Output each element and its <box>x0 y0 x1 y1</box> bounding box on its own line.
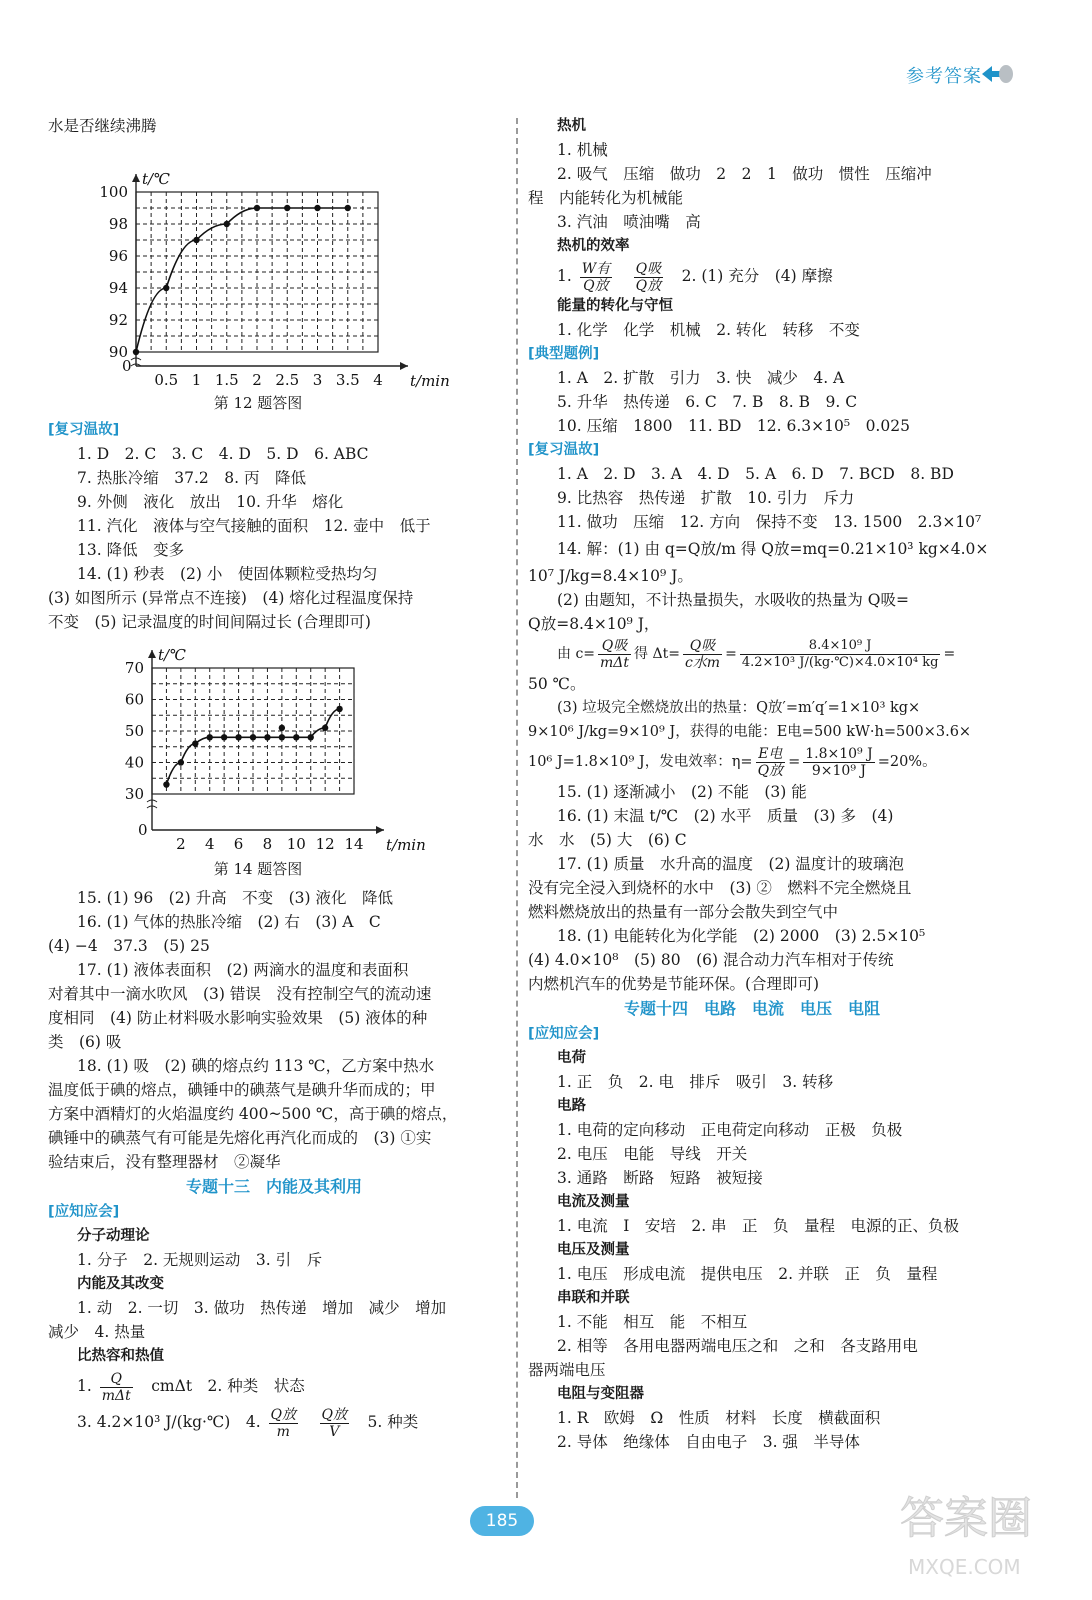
review-line: 9. 外侧 液化 放出 10. 升华 熔化 <box>77 493 344 511</box>
q14-line: (3) 垃圾完全燃烧放出的热量：Q放′=m′q′=1×10³ kg× <box>557 700 921 716</box>
fraction <box>683 638 722 671</box>
denominator: m <box>276 1423 290 1440</box>
text-line: 程 内能转化为机械能 <box>528 189 684 207</box>
text-line: 方案中酒精灯的火焰温度约 400~500 ℃，高于碘的熔点， <box>48 1105 458 1123</box>
data-point <box>250 734 256 740</box>
x-axis-label: t/min <box>386 836 426 854</box>
data-point <box>308 734 314 740</box>
fraction <box>580 261 612 294</box>
know-tag-left: [应知应会] <box>48 1204 120 1220</box>
numerator: Q放 <box>270 1406 297 1423</box>
text-line: 18. (1) 电能转化为化学能 (2) 2000 (3) 2.5×10⁵ <box>557 927 926 945</box>
data-point <box>163 285 169 291</box>
text-line: 15. (1) 逐渐减小 (2) 不能 (3) 能 <box>557 783 807 801</box>
chart14-caption: 第 14 题答图 <box>213 860 303 878</box>
header-title: 参考答案 <box>906 66 982 87</box>
review-lines-left <box>48 442 500 634</box>
y-tick-label: 70 <box>124 659 144 677</box>
denominator: 4.2×10³ J/(kg·℃)×4.0×10⁴ kg <box>741 654 939 670</box>
chart-12 <box>48 138 468 388</box>
text-line: 类 (6) 吸 <box>48 1033 122 1051</box>
data-point <box>345 205 351 211</box>
topic-14-title: 专题十四 电路 电流 电压 电阻 <box>623 999 880 1018</box>
y-tick-label: 100 <box>99 183 128 201</box>
section-head: 电流及测量 <box>557 1194 630 1210</box>
text-line: 15. (1) 96 (2) 升高 不变 (3) 液化 降低 <box>77 889 393 907</box>
chart12-container <box>48 138 500 392</box>
text-line: 内燃机汽车的优势是节能环保。(合理即可) <box>528 975 820 993</box>
watermark-text: 答案圈 <box>900 1493 1032 1544</box>
know-tag-right: [应知应会] <box>528 1026 600 1042</box>
review-line: 14. (1) 秒表 (2) 小 使固体颗粒受热均匀 <box>77 565 378 583</box>
denominator: Q放 <box>583 277 609 294</box>
eq-text: 得 Δt= <box>634 646 680 662</box>
topic-13-title: 专题十三 内能及其利用 <box>185 1177 362 1196</box>
text-line: 2. 电压 电能 导线 开关 <box>557 1145 748 1163</box>
data-point <box>336 706 342 712</box>
text-line: 18. (1) 吸 (2) 碘的熔点约 113 ℃，乙方案中热水 <box>77 1057 435 1075</box>
review-line: 13. 降低 变多 <box>77 541 185 559</box>
right-column <box>528 114 989 1454</box>
fraction <box>803 746 874 779</box>
y-tick-label: 60 <box>124 690 144 709</box>
q14-line: Q放=8.4×10⁹ J， <box>528 615 660 633</box>
data-point <box>279 734 285 740</box>
q14-formula-eta <box>528 744 976 780</box>
x-tick-label: 2.5 <box>275 371 300 388</box>
y-tick-label: 50 <box>124 722 144 740</box>
q14-line: 9×10⁶ J/kg=9×10⁹ J，获得的电能：E电=500 kW·h=500×3.6× <box>528 724 972 740</box>
text-line: 1. 电压 形成电流 提供电压 2. 并联 正 负 量程 <box>557 1265 938 1283</box>
review-line: 1. A 2. D 3. A 4. D 5. A 6. D 7. BCD 8. BD <box>557 465 954 483</box>
text-line: 燃料燃烧放出的热量有一部分会散失到空气中 <box>528 903 839 921</box>
eq-text: 3. 4.2×10³ J/(kg·℃) 4. <box>77 1413 266 1431</box>
eq-text: 由 c= <box>557 646 596 662</box>
text-line: 17. (1) 质量 水升高的温度 (2) 温度计的玻璃泡 <box>557 855 904 873</box>
denominator: 9×10⁹ J <box>811 762 867 779</box>
y-tick-label: 98 <box>108 215 128 233</box>
section-head: 电路 <box>557 1098 586 1114</box>
q14-line: 14. 解：(1) 由 q=Q放/m 得 Q放=mq=0.21×10³ kg×4.0× <box>557 540 989 558</box>
data-point <box>207 734 213 740</box>
text-line: 温度低于碘的熔点，碘锤中的碘蒸气是碘升华而成的；甲 <box>48 1081 436 1099</box>
review-tag-right: [复习温故] <box>528 442 600 458</box>
denominator: Q放 <box>635 277 662 294</box>
text-line: 2. 相等 各用电器两端电压之和 之和 各支路用电 <box>557 1337 918 1355</box>
text-line: 验结束后，没有整理器材 ②凝华 <box>48 1153 281 1171</box>
eq-text: 5. 种类 <box>367 1413 419 1431</box>
data-point <box>254 205 260 211</box>
x-tick-label: 0.5 <box>154 371 179 388</box>
numerator: 1.8×10⁹ J <box>805 745 873 762</box>
data-point <box>192 740 198 746</box>
text-line: 3. 汽油 喷油嘴 高 <box>557 213 701 231</box>
chart12-caption: 第 12 题答图 <box>213 394 303 412</box>
y-axis-label: t/℃ <box>142 170 170 188</box>
y-tick-label: 92 <box>108 311 128 329</box>
answers-15-18 <box>48 886 500 1174</box>
efficiency-formula <box>528 258 976 294</box>
section-line: 1. 化学 化学 机械 2. 转化 转移 不变 <box>557 321 860 339</box>
section-head: 内能及其改变 <box>77 1276 164 1292</box>
text-line: 1. R 欧姆 Ω 性质 材料 长度 横截面积 <box>557 1409 881 1427</box>
x-tick-label: 4 <box>373 371 383 388</box>
review-line: 1. D 2. C 3. C 4. D 5. D 6. ABC <box>77 445 369 463</box>
data-point <box>235 734 241 740</box>
data-point <box>284 205 290 211</box>
text-line: 1. 电流 I 安培 2. 串 正 负 量程 电源的正、负极 <box>557 1217 960 1235</box>
review-line: 7. 热胀冷缩 37.2 8. 丙 降低 <box>77 469 306 487</box>
x-tick-label: 12 <box>315 835 335 853</box>
data-point <box>293 734 299 740</box>
numerator: Q放 <box>321 1406 348 1423</box>
numerator: Q <box>100 1371 133 1388</box>
typical-tag: [典型题例] <box>528 346 600 362</box>
eq-text: =20%。 <box>877 754 937 770</box>
numerator: Q吸 <box>598 638 631 655</box>
eq-text: 10⁶ J=1.8×10⁹ J，发电效率：η= <box>528 754 753 770</box>
section-head: 电荷 <box>557 1050 586 1066</box>
text-line: 没有完全浸入到烧杯的水中 (3) ② 燃料不完全燃烧且 <box>528 879 912 897</box>
text-line: 16. (1) 末温 t/℃ (2) 水平 质量 (3) 多 (4) <box>557 807 894 825</box>
y-tick-label: 90 <box>108 343 128 361</box>
section-line: 减少 4. 热量 <box>48 1323 146 1341</box>
fraction <box>598 638 631 671</box>
numerator: 8.4×10⁹ J <box>740 638 941 655</box>
numerator: E电 <box>756 746 785 763</box>
review-tag-left: [复习温故] <box>48 422 120 438</box>
eq-text: 2. (1) 充分 (4) 摩擦 <box>681 267 833 285</box>
section-head: 能量的转化与守恒 <box>557 298 673 314</box>
text-line: 1. 电荷的定向移动 正电荷定向移动 正极 负极 <box>557 1121 903 1139</box>
denominator: Q放 <box>757 762 784 779</box>
y-zero-label: 0 <box>138 821 148 839</box>
data-point <box>221 734 227 740</box>
fraction <box>634 261 663 294</box>
x-tick-label: 8 <box>262 835 273 853</box>
section-head: 电压及测量 <box>557 1242 630 1258</box>
eq-text: = <box>725 646 737 662</box>
text-line: 17. (1) 液体表面积 (2) 两滴水的温度和表面积 <box>77 961 409 979</box>
topic-14-sections <box>528 1046 976 1454</box>
review-line: 不变 (5) 记录温度的时间间隔过长 (合理即可) <box>48 613 371 631</box>
section-head: 比热容和热值 <box>77 1348 164 1364</box>
y-tick-label: 96 <box>108 247 128 265</box>
fraction <box>100 1371 133 1404</box>
heat-engine-lines <box>528 138 976 234</box>
denominator: V <box>329 1423 340 1440</box>
typical-line: 1. A 2. 扩散 引力 3. 快 减少 4. A <box>557 369 845 387</box>
typical-line: 5. 升华 热传递 6. C 7. B 8. B 9. C <box>557 393 858 411</box>
eq-text: cmΔt 2. 种类 状态 <box>151 1377 305 1395</box>
x-axis-label: t/min <box>410 372 450 388</box>
fraction <box>756 746 785 779</box>
y-tick-label: 30 <box>124 785 144 803</box>
y-axis-label: t/℃ <box>158 646 186 664</box>
x-tick-label: 2 <box>176 835 186 853</box>
arrow-icon <box>980 62 1014 86</box>
watermark-url: MXQE.COM <box>908 1555 1021 1579</box>
x-axis-arrow <box>376 826 384 834</box>
eq-text: 1. <box>77 1377 97 1395</box>
section-head: 分子动理论 <box>77 1228 150 1244</box>
text-line: 1. 不能 相互 能 不相互 <box>557 1313 748 1331</box>
section-head: 热机 <box>557 118 586 134</box>
chart12-label: 水是否继续沸腾 <box>48 117 157 135</box>
text-line: 16. (1) 气体的热胀冷缩 (2) 右 (3) A C <box>77 913 381 931</box>
section-head: 串联和并联 <box>557 1290 630 1306</box>
data-point <box>314 205 320 211</box>
q14-line: 10⁷ J/kg=8.4×10⁹ J。 <box>528 567 693 585</box>
section-head: 热机的效率 <box>557 238 630 254</box>
x-tick-label: 3.5 <box>335 371 360 388</box>
text-line: 2. 导体 绝缘体 自由电子 3. 强 半导体 <box>557 1433 860 1451</box>
watermark-logo <box>880 1478 1070 1588</box>
text-line: 1. 正 负 2. 电 排斥 吸引 3. 转移 <box>557 1073 834 1091</box>
chart14-container <box>48 634 500 858</box>
numerator: W有 <box>581 260 611 277</box>
text-line: 度相同 (4) 防止材料吸水影响实验效果 (5) 液体的种 <box>48 1009 428 1027</box>
text-line: 对着其中一滴水吹风 (3) 错误 没有控制空气的流动速 <box>48 985 432 1003</box>
y-tick-label: 40 <box>124 753 144 772</box>
y-tick-label: 94 <box>108 279 128 297</box>
eq-text: = <box>943 646 956 662</box>
data-point <box>163 781 169 787</box>
text-line: 器两端电压 <box>528 1361 606 1379</box>
data-point <box>264 734 270 740</box>
q14-formula-dt <box>528 636 976 672</box>
column-divider <box>516 118 518 1498</box>
y-axis-arrow <box>132 174 140 182</box>
numerator: Q吸 <box>683 638 722 655</box>
x-tick-label: 14 <box>344 835 364 853</box>
fraction <box>269 1407 298 1440</box>
fraction <box>740 638 941 671</box>
x-tick-label: 1 <box>191 371 202 388</box>
data-point <box>193 237 199 243</box>
text-line: (4) −4 37.3 (5) 25 <box>48 937 210 955</box>
x-tick-label: 1.5 <box>214 371 239 388</box>
formula-line-1 <box>48 1368 500 1404</box>
data-point <box>322 725 328 731</box>
eq-text: = <box>788 754 801 770</box>
text-line: 3. 通路 断路 短路 被短接 <box>557 1169 763 1187</box>
text-line: 2. 吸气 压缩 做功 2 2 1 做功 惯性 压缩冲 <box>557 165 932 183</box>
review-line: 11. 汽化 液体与空气接触的面积 12. 壶中 低于 <box>77 517 431 535</box>
text-line: 1. 机械 <box>557 141 608 159</box>
x-tick-label: 3 <box>312 371 323 388</box>
x-tick-label: 2 <box>252 371 262 388</box>
outlier-point <box>279 725 285 731</box>
data-point <box>178 759 184 765</box>
review-line: 9. 比热容 热传递 扩散 10. 引力 斥力 <box>557 489 855 507</box>
answers-15-18-right <box>528 780 976 996</box>
typical-line: 10. 压缩 1800 11. BD 12. 6.3×10⁵ 0.025 <box>557 417 910 435</box>
formula-line-2 <box>48 1404 500 1440</box>
x-tick-label: 10 <box>286 835 306 853</box>
review-line: 11. 做功 压缩 12. 方向 保持不变 13. 1500 2.3×10⁷ <box>557 513 982 531</box>
chart-14 <box>48 634 468 854</box>
denominator: mΔt <box>600 654 630 671</box>
data-point <box>133 349 139 355</box>
page-number: 185 <box>470 1506 534 1536</box>
x-tick-label: 4 <box>204 835 215 853</box>
numerator: Q吸 <box>635 260 662 277</box>
left-column <box>48 114 500 1440</box>
denominator: c水m <box>684 654 721 671</box>
y-zero-label: 0 <box>122 357 132 375</box>
text-line: 碘锤中的碘蒸气有可能是先熔化再汽化而成的 (3) ①实 <box>48 1129 432 1147</box>
text-line: (4) 4.0×10⁸ (5) 80 (6) 混合动力汽车相对于传统 <box>528 951 894 969</box>
section-line: 1. 分子 2. 无规则运动 3. 引 斥 <box>77 1251 323 1269</box>
eq-text: 1. <box>557 267 577 285</box>
section-head: 电阻与变阻器 <box>557 1386 644 1402</box>
review-line: (3) 如图所示 (异常点不连接) (4) 熔化过程温度保持 <box>48 589 414 607</box>
x-tick-label: 6 <box>233 835 244 853</box>
q14-line: (2) 由题知，不计热量损失，水吸收的热量为 Q吸= <box>557 591 910 609</box>
text-line: 水 水 (5) 大 (6) C <box>528 831 687 849</box>
x-axis-arrow <box>400 362 408 370</box>
fraction <box>320 1407 349 1440</box>
data-point <box>224 221 230 227</box>
q14-line: 50 ℃。 <box>528 675 586 693</box>
section-line: 1. 动 2. 一切 3. 做功 热传递 增加 减少 增加 <box>77 1299 447 1317</box>
y-axis-arrow <box>148 650 156 658</box>
denominator: mΔt <box>101 1387 131 1404</box>
